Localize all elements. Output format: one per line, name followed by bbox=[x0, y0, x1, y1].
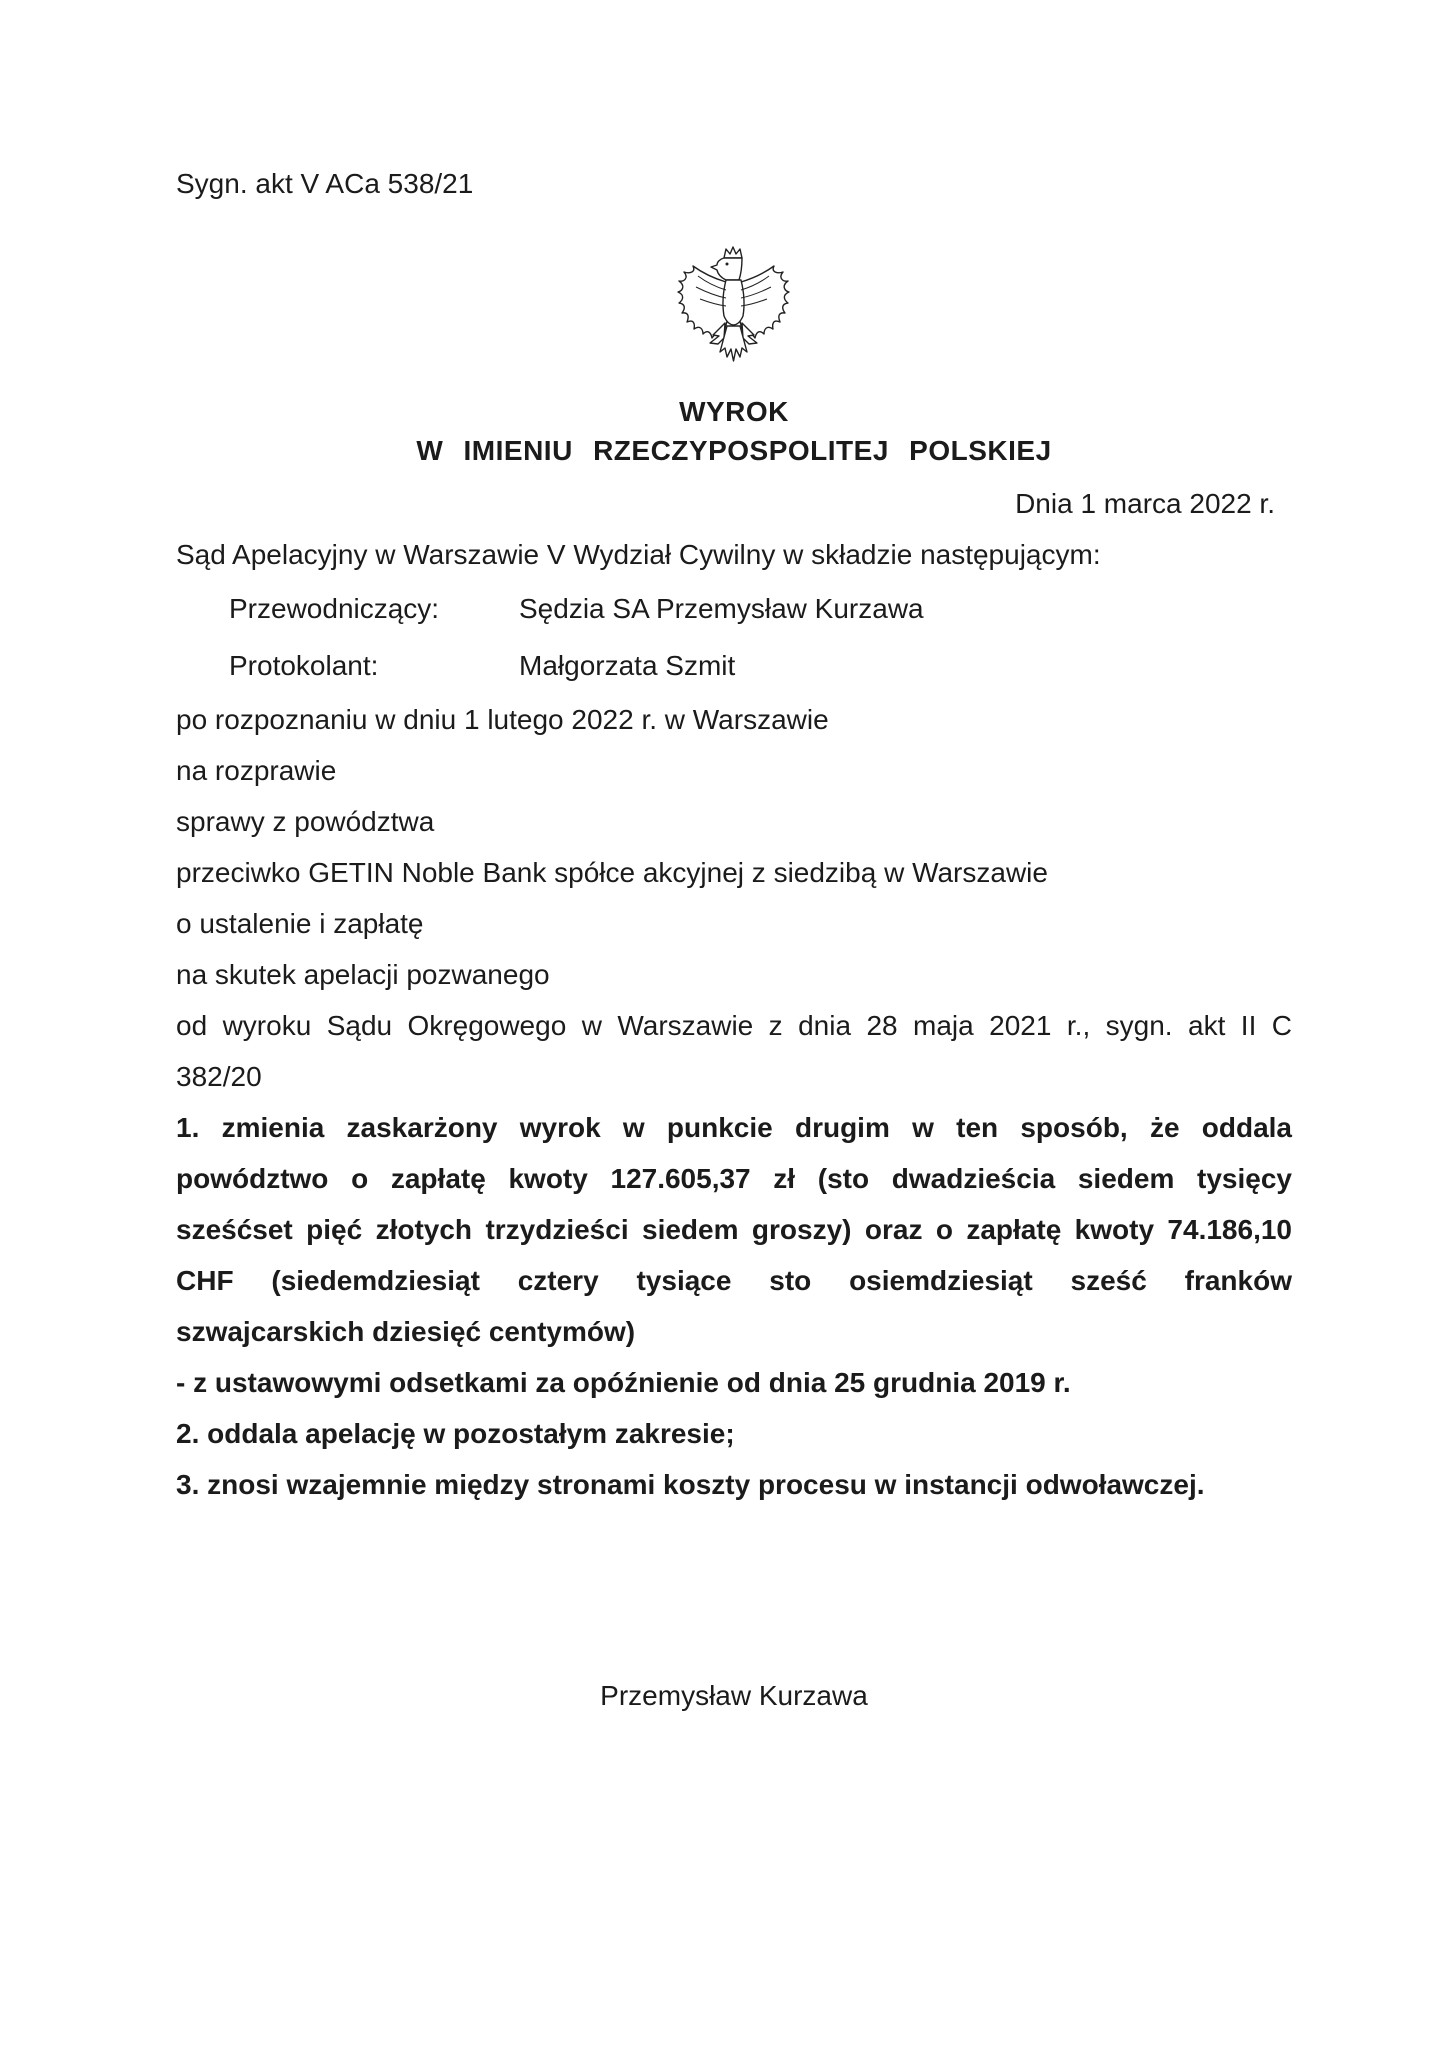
ruling-point1-interest: - z ustawowymi odsetkami za opóźnienie od dnia 25 grudnia 2019 r. bbox=[176, 1367, 1071, 1398]
emblem-container bbox=[176, 244, 1292, 370]
recital-appeal-by: na skutek apelacji pozwanego bbox=[176, 959, 550, 990]
panel-row-presiding-judge bbox=[229, 580, 1292, 637]
judge-signature: Przemysław Kurzawa bbox=[600, 1680, 868, 1711]
ruling-point3: 3. znosi wzajemnie między stronami koszty procesu w instancji odwoławczej. bbox=[176, 1469, 1205, 1500]
case-number: Sygn. akt V ACa 538/21 bbox=[176, 168, 474, 199]
ruling-point1-line: sześćset pięć złotych trzydzieści siedem groszy) oraz o zapłatę kwoty 74.186,10 bbox=[176, 1214, 1292, 1245]
ruling-point1-line: powództwo o zapłatę kwoty 127.605,37 zł (sto dwadzieścia siedem tysięcy bbox=[176, 1163, 1292, 1194]
recital-claim-of: sprawy z powództwa bbox=[176, 806, 435, 837]
polish-eagle-emblem bbox=[676, 244, 792, 370]
panel-person-name: Małgorzata Szmit bbox=[519, 650, 736, 681]
panel-row-clerk bbox=[229, 637, 1292, 694]
recital-subject: o ustalenie i zapłatę bbox=[176, 908, 424, 939]
recital-defendant: przeciwko GETIN Noble Bank spółce akcyjnej z siedzibą w Warszawie bbox=[176, 857, 1048, 888]
ruling-point1-line: 1. zmienia zaskarżony wyrok w punkcie drugim w ten sposób, że oddala bbox=[176, 1112, 1292, 1143]
panel-role-label: Przewodniczący: bbox=[229, 593, 440, 624]
panel-person-name: Sędzia SA Przemysław Kurzawa bbox=[519, 593, 924, 624]
title-wyrok: WYROK bbox=[679, 396, 789, 427]
judgment-title bbox=[176, 392, 1292, 470]
court-composition-intro: Sąd Apelacyjny w Warszawie V Wydział Cywilny w składzie następującym: bbox=[176, 539, 1101, 570]
ruling-point1-line: szwajcarskich dziesięć centymów) bbox=[176, 1316, 636, 1347]
appealed-judgment-case-number: 382/20 bbox=[176, 1061, 262, 1092]
appealed-judgment-line: od wyroku Sądu Okręgowego w Warszawie z dnia 28 maja 2021 r., sygn. akt II C bbox=[176, 1010, 1292, 1041]
ruling-point2: 2. oddala apelację w pozostałym zakresie; bbox=[176, 1418, 735, 1449]
panel-role-label: Protokolant: bbox=[229, 650, 379, 681]
judgment-date: Dnia 1 marca 2022 r. bbox=[1015, 488, 1275, 519]
recital-at-trial: na rozprawie bbox=[176, 755, 337, 786]
recital-hearing-date: po rozpoznaniu w dniu 1 lutego 2022 r. w Warszawie bbox=[176, 704, 829, 735]
title-in-the-name-of-republic: W IMIENIU RZECZYPOSPOLITEJ POLSKIEJ bbox=[416, 435, 1052, 466]
ruling-point1-line: CHF (siedemdziesiąt cztery tysiące sto osiemdziesiąt sześć franków bbox=[176, 1265, 1292, 1296]
